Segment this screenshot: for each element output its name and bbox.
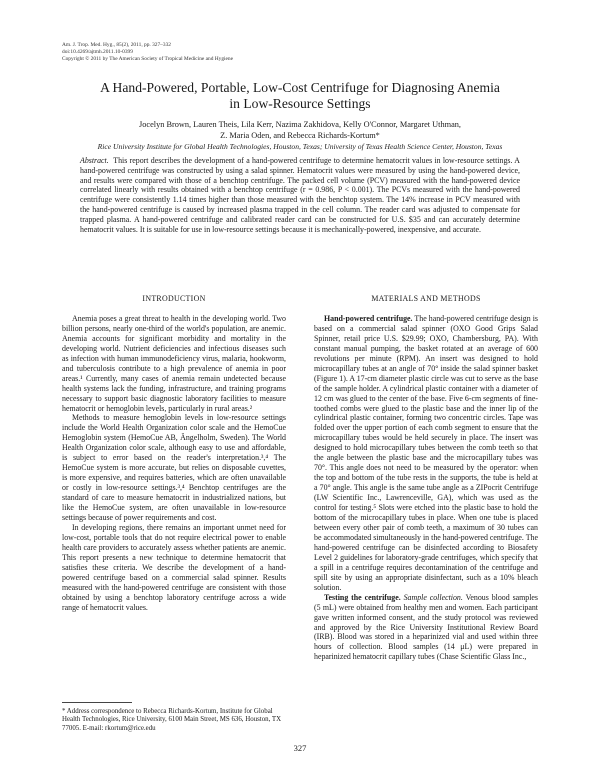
title-line: in Low-Resource Settings — [229, 96, 371, 111]
title-line: A Hand-Powered, Portable, Low-Cost Centrifuge for Diagnosing Anemia — [100, 80, 500, 95]
paragraph: In developing regions, there remains an important unmet need for low-cost, portable tools that do not require electrical power to enable health care providers to accurately assess whether patients are anemic. This report presents a new technique to determine hematocrit that satisfies these criteria. We describe the development of a hand-powered centrifuge based on a commercial salad spinner. Results measured with the hand-powered centrifuge are consistent with those obtained by using a benchtop laboratory centrifuge across a wide range of hematocrit values. — [62, 522, 286, 612]
footnote-text: * Address correspondence to Rebecca Richards-Kortum, Institute for Global Health Technologies, Rice University, 6100 Main Street, MS 636, Houston, TX 77005. E-mail: rkortum@rice.edu — [62, 708, 282, 732]
paper-title — [60, 80, 540, 112]
abstract-text: This report describes the development of a hand-powered centrifuge to determine hematocrit values in low-resource settings. A hand-powered centrifuge was constructed by using a salad spinner. Hematocrit values were measured by using the hand-powered device, and results were compared with those of a benchtop centrifuge. The packed cell volume (PCV) measured with the hand-powered device correlated linearly with results obtained with a benchtop centrifuge (r = 0.986, P < 0.001). The PCVs measured with the hand-powered centrifuge were consistently 1.14 times higher than those measured with the benchtop system. The 14% increase in PCV measured with the hand-powered centrifuge is caused by increased plasma trapped in the cell column. The reader card was adjusted to compensate for trapped plasma. A hand-powered centrifuge and calibrated reader card can be constructed for U.S. $35 and can accurately determine hematocrit values. It is suitable for use in low-resource settings because it is mechanically-powered, inexpensive, and accurate. — [80, 156, 520, 234]
journal-citation — [62, 42, 233, 63]
paragraph: Anemia poses a great threat to health in the developing world. Two billion persons, nearly one-third of the world's population, are anemic. Anemia accounts for significant morbidity and mortality in the developing world. Nutrient deficiencies and infectious diseases such as infection with human immunodeficiency virus, malaria, hookworm, and tuberculosis contribute to a high prevalence of anemia in poor areas.¹ Currently, many cases of anemia remain undetected because health systems lack the funding, infrastructure, and training programs necessary to support basic diagnostic laboratory facilities to measure hematocrit or hemoglobin levels, particularly in rural areas.² — [62, 313, 286, 413]
author-list — [60, 120, 540, 141]
paragraph — [314, 314, 538, 593]
paragraph — [314, 593, 538, 663]
author-line: Z. Maria Oden, and Rebecca Richards-Kortum* — [220, 130, 380, 140]
abstract-label: Abstract. — [80, 156, 109, 165]
copyright-line: Copyright © 2011 by The American Society of Tropical Medicine and Hygiene — [62, 56, 234, 62]
right-column — [314, 294, 538, 662]
subheading: Sample collection. — [400, 592, 463, 602]
run-in-heading: Hand-powered centrifuge. — [324, 313, 413, 323]
abstract — [80, 156, 520, 234]
paragraph-text: Venous blood samples (5 mL) were obtained from healthy men and women. Each participant gave written informed consent, and the study protocol was reviewed and approved by the Rice University Institutional Review Board (IRB). Blood was stored in a heparinized vial and used within three hours of collection. Blood samples (14 μL) were prepared in heparinized hematocrit capillary tubes (Chase Scientific Glass Inc., — [314, 592, 538, 662]
footnote-rule — [62, 702, 132, 703]
affiliation: Rice University Institute for Global Health Technologies, Houston, Texas; University of Texas Health Science Center, Houston, Texas — [97, 142, 503, 151]
author-line: Jocelyn Brown, Lauren Theis, Lila Kerr, Nazima Zakhidova, Kelly O'Connor, Margaret Uthman, — [139, 120, 461, 129]
section-heading-introduction: INTRODUCTION — [142, 294, 206, 303]
citation-line: Am. J. Trop. Med. Hyg., 85(2), 2011, pp. 327–332 — [62, 42, 171, 48]
footnote — [62, 702, 286, 733]
section-heading-methods: MATERIALS AND METHODS — [371, 294, 481, 303]
left-column — [62, 294, 286, 613]
page-number: 327 — [293, 743, 307, 753]
paragraph-text: The hand-powered centrifuge design is based on a commercial salad spinner (OXO Good Grips Salad Spinner, retail price U.S. $29.99; OXO, Chambersburg, PA). With constant manual pumping, the basket rotated at an average of 600 revolutions per minute (RPM). An insert was designed to hold microcapillary tubes at an angle of 70° inside the salad spinner basket (Figure 1). A 17-cm diameter plastic circle was cut to serve as the base of the sample holder. A cylindrical plastic container with a diameter of 12 cm was glued to the center of the base. Five 6-cm segments of fine-toothed combs were glued to the plastic base and the inner lip of the cylindrical plastic container, forming two concentric circles. Tape was folded over the upper portion of each comb segment to ensure that the microcapillary tubes would be held securely in place. The insert was designed to hold microcapillary tubes between the comb teeth so that the angle between the plastic base and the microcapillary tubes was 70°. This angle does not need to be measured by the operator: when the top and bottom of the tube rests in the supports, the tube is held at a 70° angle. This angle is the same tube angle as a ZIPocrit Centrifuge (LW Scientific Inc., Lawrenceville, GA), which was used as the control for testing.⁵ Slots were etched into the plastic base to hold the bottom of the microcapillary tubes in place. When one tube is placed between every other pair of comb teeth, a maximum of 30 tubes can be accommodated simultaneously in the hand-powered centrifuge. The hand-powered centrifuge can be disinfected according to Biosafety Level 2 guidelines for laboratory-grade centrifuges, which specify that a spill in a centrifuge requires decontamination of the centrifuge and spill site by using an appropriate disinfectant, such as a 10% bleach solution. — [314, 313, 538, 592]
paragraph: Methods to measure hemoglobin levels in low-resource settings include the World Health Organization color scale and the HemoCue Hemoglobin system (HemoCue AB, Ängelholm, Sweden). The World Health Organization color scale, although easy to use and affordable, is subject to error based on the reader's interpretation.³,⁴ The HemoCue system is more accurate, but relies on disposable cuvettes, is more expensive, and requires batteries, which are often unavailable or costly in low-resource settings.³,⁴ Benchtop centrifuges are the standard of care to measure hematocrit in industrialized nations, but like the HemoCue system, are often unavailable in low-resource settings because of power requirements and cost. — [62, 413, 286, 523]
run-in-heading: Testing the centrifuge. — [324, 592, 401, 602]
doi-line: doi:10.4269/ajtmh.2011.10-0399 — [62, 49, 133, 55]
